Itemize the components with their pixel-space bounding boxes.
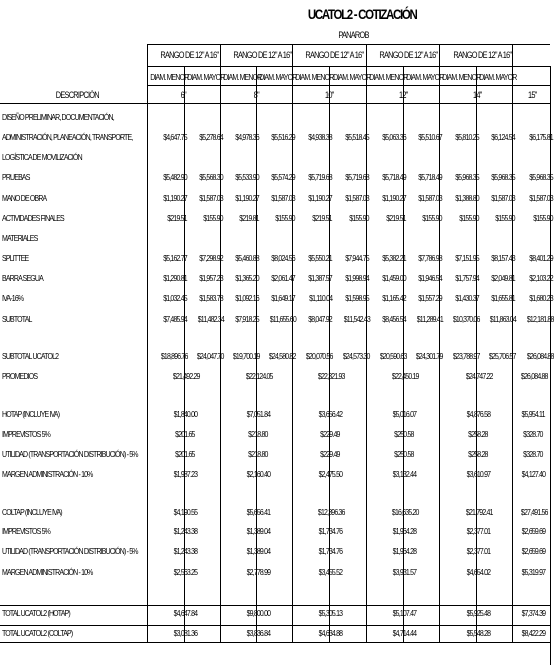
row-label: SUBTOTAL (2, 314, 32, 324)
row-value: $12,396.36 (317, 507, 345, 517)
diam-menor-header: DIAM. MENOR (150, 72, 189, 82)
row-value: $2,377.01 (466, 526, 491, 536)
row-value: $1,032.45 (163, 293, 188, 303)
row-value: $1,365.20 (235, 273, 260, 283)
row-value: $5,719.68 (345, 172, 370, 182)
row-value: $5,548.28 (466, 628, 491, 638)
row-value: $21,792.41 (465, 507, 493, 517)
row-value: $5,718.49 (418, 172, 443, 182)
diam-menor-header: DIAM. MENOR (442, 72, 481, 82)
row-value: $1,655.81 (491, 293, 516, 303)
row-label: MARGEN ADMINISTRACIÓN - 10% (2, 469, 93, 479)
row-value: $1,459.00 (382, 273, 407, 283)
row-value: $4,978.36 (235, 132, 260, 142)
row-value: $11,482.34 (197, 314, 224, 324)
row-label: DISEÑO PRELIMINAR, DOCUMENTACIÓN, (2, 112, 114, 122)
row-value: $2,103.22 (529, 273, 554, 283)
diam-mayor-header: DIAM. MAYOR (187, 72, 225, 82)
row-value: $8,401.29 (529, 253, 554, 263)
row-value: $155.90 (494, 213, 515, 223)
row-value: $3,455.52 (318, 567, 343, 577)
header-rule (147, 85, 550, 86)
row-value: $1,946.54 (418, 273, 443, 283)
row-value: $3,610.97 (466, 469, 491, 479)
row-value: $6,175.81 (529, 132, 554, 142)
row-value: $201.65 (175, 429, 195, 439)
row-value: $12,181.88 (527, 314, 554, 324)
row-value: $22,450.19 (391, 371, 419, 381)
row-value: $9,800.00 (246, 608, 271, 618)
row-value: $1,243.38 (173, 546, 198, 556)
row-value: $1,598.95 (345, 293, 370, 303)
diam-mayor-header: DIAM. MAYOR (479, 72, 517, 82)
row-value: $1,587.03 (491, 193, 516, 203)
subtotal-label: SUBTOTAL UCATOL2 (2, 351, 59, 361)
row-value: $2,049.81 (491, 273, 516, 283)
row-value: $5,968.35 (455, 172, 480, 182)
row-value: $8,047.92 (308, 314, 333, 324)
row-label: ADMINISTRACIÓN, PLANEACIÓN, TRANSPORTE, (2, 132, 133, 142)
row-value: $328.70 (523, 429, 543, 439)
subtotal-value: $24,301.79 (416, 351, 443, 361)
row-value: $3,931.57 (392, 567, 417, 577)
row-value: $229.49 (320, 429, 340, 439)
row-value: $2,160.40 (246, 469, 271, 479)
row-value: $1,649.17 (271, 293, 296, 303)
row-value: $5,810.25 (455, 132, 480, 142)
row-value: $5,305.13 (318, 608, 343, 618)
row-value: $1,957.23 (199, 273, 224, 283)
row-value: $3,656.42 (318, 409, 343, 419)
row-value: $5,719.68 (308, 172, 333, 182)
row-value: $219.51 (166, 213, 187, 223)
row-value: $1,092.16 (235, 293, 260, 303)
row-value: $1,587.03 (271, 193, 296, 203)
row-value: $218.80 (248, 449, 268, 459)
row-value: $258.28 (468, 449, 488, 459)
row-value: $2,377.01 (466, 546, 491, 556)
row-value: $1,998.94 (345, 273, 370, 283)
row-value: $11,863.04 (489, 314, 516, 324)
row-value: $3,081.36 (173, 628, 198, 638)
row-value: $10,370.06 (453, 314, 480, 324)
diameter-header: 6" (180, 90, 187, 100)
row-label: LOGÍSTICA DE MOVILIZACIÓN (2, 152, 82, 162)
row-value: $1,987.23 (173, 469, 198, 479)
row-value: $5,968.35 (529, 172, 554, 182)
row-value: $1,587.03 (345, 193, 370, 203)
row-value: $5,568.30 (199, 172, 224, 182)
row-value: $4,647.75 (163, 132, 188, 142)
row-value: $8,157.43 (491, 253, 516, 263)
row-value: $5,319.97 (521, 567, 546, 577)
row-value: $5,382.21 (382, 253, 407, 263)
row-value: $219.51 (385, 213, 406, 223)
row-value: $1,734.76 (318, 546, 343, 556)
row-value: $5,516.29 (271, 132, 296, 142)
row-value: $11,542.43 (343, 314, 370, 324)
row-label: ACTIVIDADES FINALES (2, 213, 64, 223)
row-label: TOTAL UCATOL2 (HOTAP) (2, 608, 70, 618)
sheet-title: UCATOL2 - COTIZACIÓN (307, 6, 417, 22)
row-label: COLTAP (INCLUYE IVA) (2, 507, 62, 517)
row-value: $1,680.23 (529, 293, 554, 303)
row-value: $24,747.22 (465, 371, 493, 381)
row-value: $1,190.27 (308, 193, 333, 203)
row-value: $201.65 (175, 449, 195, 459)
header-rule (147, 66, 550, 67)
row-value: $1,587.03 (199, 193, 224, 203)
description-header: DESCRIPCIÓN (56, 90, 100, 100)
row-value: $328.70 (523, 449, 543, 459)
range-header: RANGO DE 12" A 16" (305, 50, 364, 60)
row-value: $27,491.56 (520, 507, 548, 517)
row-value: $3,836.84 (246, 628, 271, 638)
row-value: $5,460.88 (235, 253, 260, 263)
row-value: $4,647.84 (173, 608, 198, 618)
subtotal-value: $19,700.19 (233, 351, 260, 361)
row-value: $7,786.98 (418, 253, 443, 263)
diam-mayor-header: DIAM. MAYOR (332, 72, 371, 82)
row-value: $5,656.41 (246, 507, 271, 517)
row-value: $5,518.45 (345, 132, 370, 142)
row-value: $1,190.27 (382, 193, 407, 203)
row-value: $7,151.95 (455, 253, 480, 263)
row-value: $7,944.75 (345, 253, 370, 263)
diam-mayor-header: DIAM. MAYOR (259, 72, 297, 82)
row-value: $4,654.02 (466, 567, 491, 577)
row-value: $155.90 (458, 213, 479, 223)
row-label: PRUEBAS (2, 172, 30, 182)
header-rule (0, 103, 550, 104)
row-value: $1,964.28 (392, 546, 417, 556)
row-value: $4,714.44 (392, 628, 417, 638)
subtotal-value: $25,706.57 (489, 351, 516, 361)
row-value: $5,162.77 (163, 253, 188, 263)
row-value: $2,659.69 (521, 546, 546, 556)
diam-menor-header: DIAM. MENOR (369, 72, 408, 82)
row-value: $155.90 (532, 213, 553, 223)
row-value: $155.90 (274, 213, 295, 223)
row-value: $1,243.38 (173, 526, 198, 536)
row-label: UTILIDAD (TRANSPORTACIÓN DISTRIBUCIÓN) - 5% (2, 546, 138, 556)
subtotal-value: $20,590.63 (380, 351, 407, 361)
row-value: $5,954.11 (521, 409, 546, 419)
row-value: $22,124.05 (245, 371, 273, 381)
row-value: $1,964.28 (392, 526, 417, 536)
row-value: $7,298.92 (199, 253, 224, 263)
row-label: IMPREVISTOS 5% (2, 526, 51, 536)
row-value: $1,840.00 (173, 409, 198, 419)
row-label: IMPREVISTOS 5% (2, 429, 51, 439)
row-value: $5,016.07 (392, 409, 417, 419)
range-header: RANGO DE 12" A 16" (379, 50, 438, 60)
row-value: $218.80 (248, 429, 268, 439)
row-label: SPLITTEE (2, 253, 29, 263)
row-value: $8,456.54 (382, 314, 407, 324)
subtotal-value: $24,047.70 (197, 351, 224, 361)
row-value: $1,583.78 (199, 293, 224, 303)
row-value: $22,321.93 (317, 371, 345, 381)
row-value: $4,938.38 (308, 132, 333, 142)
range-header: RANGO DE 12" A 16" (233, 50, 292, 60)
row-value: $258.28 (468, 429, 488, 439)
row-value: $5,107.47 (392, 608, 417, 618)
row-label: HOTAP (INCLUYE IVA) (2, 409, 60, 419)
row-value: $5,718.49 (382, 172, 407, 182)
row-value: $11,655.60 (269, 314, 296, 324)
subtotal-value: $23,788.97 (453, 351, 480, 361)
subtotal-value: $18,896.76 (161, 351, 188, 361)
row-value: $1,110.04 (308, 293, 333, 303)
row-value: $155.90 (348, 213, 369, 223)
row-value: $229.49 (320, 449, 340, 459)
diam-mayor-header: DIAM. MAYOR (406, 72, 444, 82)
row-value: $1,430.37 (455, 293, 480, 303)
row-value: $21,492.29 (172, 371, 200, 381)
row-value: $8,024.56 (271, 253, 296, 263)
row-value: $1,734.76 (318, 526, 343, 536)
row-value: $5,925.48 (466, 608, 491, 618)
row-value: $2,563.25 (173, 567, 198, 577)
row-value: $250.58 (394, 449, 414, 459)
row-value: $4,876.58 (466, 409, 491, 419)
subtotal-value: $24,580.82 (269, 351, 296, 361)
row-value: $1,165.42 (382, 293, 407, 303)
row-value: $219.51 (311, 213, 332, 223)
row-value: $5,482.90 (163, 172, 188, 182)
row-value: $5,063.36 (382, 132, 407, 142)
row-label: IVA-16% (2, 293, 24, 303)
range-header: RANGO DE 12" A 16" (160, 50, 219, 60)
row-value: $2,061.47 (271, 273, 296, 283)
diameter-header: 8" (253, 90, 260, 100)
row-value: $5,533.90 (235, 172, 260, 182)
row-value: $5,510.67 (418, 132, 443, 142)
sheet-subtitle: PANAROB (338, 30, 369, 40)
diameter-header: 15" (527, 90, 537, 100)
row-value: $7,918.25 (235, 314, 260, 324)
subtotal-value: $26,084.88 (527, 351, 554, 361)
row-value: $1,757.94 (455, 273, 480, 283)
row-value: $1,190.27 (235, 193, 260, 203)
row-value: $11,289.41 (416, 314, 443, 324)
row-label: MANO DE OBRA (2, 193, 47, 203)
row-value: $4,634.88 (318, 628, 343, 638)
row-value: $1,587.03 (418, 193, 443, 203)
row-value: $1,389.04 (246, 526, 271, 536)
row-value: $2,778.99 (246, 567, 271, 577)
row-value: $4,127.40 (521, 469, 546, 479)
row-value: $155.90 (421, 213, 442, 223)
range-header: RANGO DE 12" A 16" (453, 50, 512, 60)
row-value: $3,132.44 (392, 469, 417, 479)
diam-menor-header: DIAM. MENOR (295, 72, 334, 82)
total-rule (0, 642, 550, 643)
row-value: $7,374.39 (521, 608, 546, 618)
row-value: $7,485.94 (163, 314, 188, 324)
diam-menor-header: DIAM. MENOR (223, 72, 262, 82)
row-value: $5,574.29 (271, 172, 296, 182)
row-label: UTILIDAD (TRANSPORTACIÓN DISTRIBUCIÓN) - 5% (2, 449, 138, 459)
row-value: $1,388.80 (455, 193, 480, 203)
row-value: $1,587.03 (529, 193, 554, 203)
row-label: TOTAL UCATOL2 (COLTAP) (2, 628, 73, 638)
row-value: $5,968.35 (491, 172, 516, 182)
row-value: $7,051.84 (246, 409, 271, 419)
diameter-header: 14" (472, 90, 482, 100)
total-rule (0, 625, 550, 626)
diameter-header: 12" (398, 90, 408, 100)
row-value: $250.58 (394, 429, 414, 439)
row-value: $1,389.04 (246, 546, 271, 556)
row-value: $1,190.27 (163, 193, 188, 203)
column-rule (550, 66, 551, 665)
row-value: $1,557.29 (418, 293, 443, 303)
header-rule (147, 44, 550, 45)
row-value: $1,387.57 (308, 273, 333, 283)
diameter-header: 10" (324, 90, 334, 100)
row-label: BARRA SEGUA (2, 273, 43, 283)
row-value: $155.90 (202, 213, 223, 223)
row-value: $4,190.55 (173, 507, 198, 517)
row-value: $8,422.29 (521, 628, 546, 638)
row-value: $16,635.20 (391, 507, 419, 517)
row-label: PROMEDIOS (2, 371, 38, 381)
row-value: $2,475.50 (318, 469, 343, 479)
subtotal-value: $20,070.56 (306, 351, 333, 361)
row-value: $2,659.69 (521, 526, 546, 536)
row-value: $6,124.54 (491, 132, 516, 142)
row-label: MATERIALES (2, 233, 38, 243)
description-rule (147, 85, 148, 643)
row-value: $26,084.88 (520, 371, 548, 381)
row-label: MARGEN ADMINISTRACIÓN - 10% (2, 567, 93, 577)
row-value: $5,550.21 (308, 253, 333, 263)
total-rule (0, 605, 550, 606)
subtotal-value: $24,573.30 (343, 351, 370, 361)
row-value: $1,290.81 (163, 273, 188, 283)
row-value: $219.81 (238, 213, 259, 223)
row-value: $5,278.64 (199, 132, 224, 142)
